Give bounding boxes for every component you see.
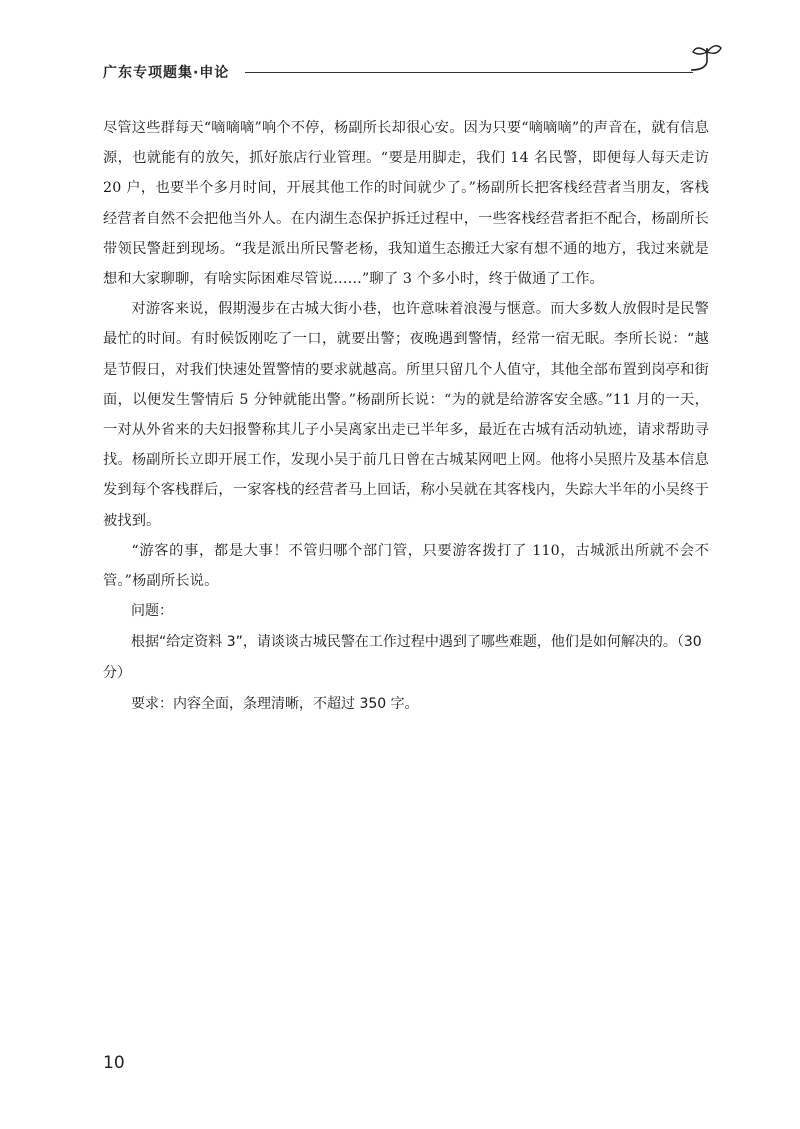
body-paragraph-1: 尽管这些群每天“嘀嘀嘀”响个不停，杨副所长却很心安。因为只要“嘀嘀嘀”的声音在，就有信息源，也就能有的放矢，抓好旅店行业管理。“要是用脚走，我们 14 名民警，即便每人每天走访 20 户，也要半个多月时间，开展其他工作的时间就少了。”杨副所长把客栈经营者当朋友，客栈经营者自然不会把他当外人。在内湖生态保护拆迁过程中，一些客栈经营者拒不配合，杨副所长带领民警赶到现场。“我是派出所民警老杨，我知道生态搬迁大家有想不通的地方，我过来就是想和大家聊聊，有啥实际困难尽管说……”聊了 3 个多小时，终于做通了工作。 [103, 120, 709, 288]
header-title: 广东专项题集·申论 [103, 65, 230, 81]
body-paragraph-2: 对游客来说，假期漫步在古城大街小巷，也许意味着浪漫与惬意。而大多数人放假时是民警最忙的时间。有时候饭刚吃了一口，就要出警；夜晚遇到警情，经常一宿无眠。李所长说：“越是节假日，对我们快速处置警情的要求就越高。所里只留几个人值守，其他全部布置到岗亭和街面，以便发生警情后 5 分钟就能出警。”杨副所长说：“为的就是给游客安全感。”11 月的一天，一对从外省来的夫妇报警称其儿子小吴离家出走已半年多，最近在古城有活动轨迹，请求帮助寻找。杨副所长立即开展工作，发现小吴于前几日曾在古城某网吧上网。他将小吴照片及基本信息发到每个客栈群后，一家客栈的经营者马上回话，称小吴就在其客栈内，失踪大半年的小吴终于被找到。 [103, 301, 709, 529]
page-content [103, 113, 709, 720]
question-requirement: 要求：内容全面，条理清晰，不超过 350 字。 [131, 696, 419, 713]
body-paragraph-3: “游客的事，都是大事！不管归哪个部门管，只要游客拨打了 110，古城派出所就不会不管。”杨副所长说。 [103, 542, 709, 590]
page-number: 10 [103, 1053, 125, 1073]
header-rule [245, 72, 693, 73]
sprout-icon [685, 40, 725, 80]
page-header [103, 62, 723, 92]
question-text: 根据“给定资料 3”，请谈谈古城民警在工作过程中遇到了哪些难题，他们是如何解决的。（30 分） [103, 634, 702, 682]
question-label: 问题： [131, 603, 173, 620]
